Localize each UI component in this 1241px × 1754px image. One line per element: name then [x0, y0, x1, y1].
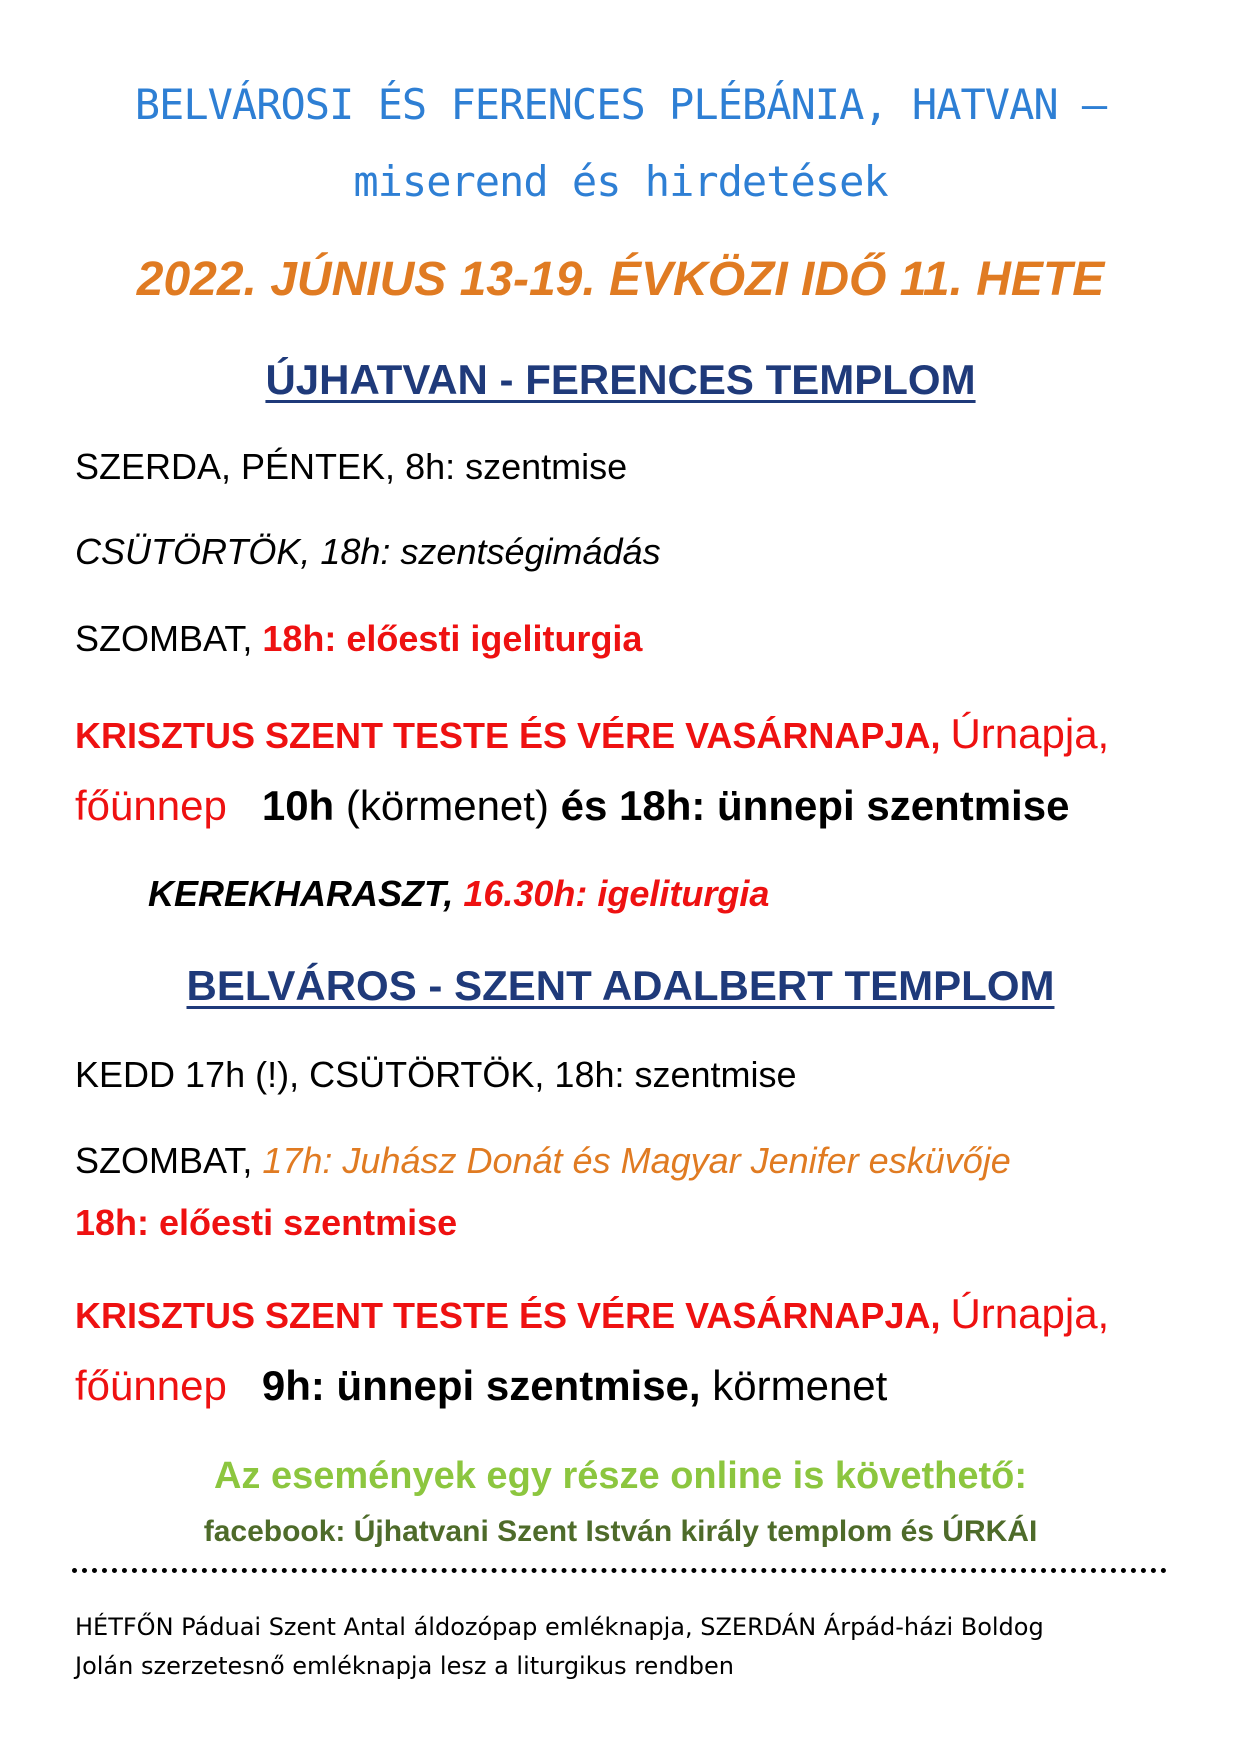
- ujhatvan-feast-schedule: [75, 782, 1069, 830]
- ujhatvan-feast-urnapja: Úrnapja,: [950, 710, 1110, 757]
- belvaros-feast-mass: 9h: ünnepi szentmise,: [261, 1362, 701, 1409]
- belvaros-wedding: 17h: Juhász Donát és Magyar Jenifer esküvője: [262, 1140, 1011, 1181]
- online-notice: Az események egy része online is követhető:: [213, 1455, 1028, 1497]
- memorial-note-line1: HÉTFŐN Páduai Szent Antal áldozópap emléknapja, SZERDÁN Árpád-házi Boldog: [75, 1613, 1044, 1641]
- ujhatvan-saturday-day: SZOMBAT,: [75, 618, 263, 659]
- kerekharaszt-event: 16.30h: igeliturgia: [463, 873, 770, 914]
- belvaros-saturday: [75, 1140, 1011, 1182]
- ujhatvan-time-10h: 10h: [261, 782, 335, 829]
- ujhatvan-saturday-event: 18h: előesti igeliturgia: [262, 618, 643, 659]
- parish-title: BELVÁROSI ÉS FERENCES PLÉBÁNIA, HATVAN –: [134, 80, 1107, 129]
- belvaros-church-title: BELVÁROS - SZENT ADALBERT TEMPLOM: [186, 962, 1055, 1009]
- belvaros-weekday-mass: KEDD 17h (!), CSÜTÖRTÖK, 18h: szentmise: [75, 1054, 797, 1095]
- kerekharaszt-place: KEREKHARASZT,: [148, 873, 464, 914]
- ujhatvan-church-title: ÚJHATVAN - FERENCES TEMPLOM: [265, 356, 976, 403]
- parish-subtitle: miserend és hirdetések: [353, 157, 888, 206]
- facebook-notice: facebook: Újhatvani Szent István király templom és ÚRKÁI: [203, 1515, 1038, 1548]
- belvaros-saturday-day: SZOMBAT,: [75, 1140, 263, 1181]
- ujhatvan-feast-name: KRISZTUS SZENT TESTE ÉS VÉRE VASÁRNAPJA,: [75, 715, 951, 756]
- belvaros-feast-name: KRISZTUS SZENT TESTE ÉS VÉRE VASÁRNAPJA,: [75, 1295, 951, 1336]
- belvaros-feast-schedule: [75, 1362, 887, 1410]
- kerekharaszt-row: [148, 873, 769, 915]
- week-heading: 2022. JÚNIUS 13-19. ÉVKÖZI IDŐ 11. HETE: [136, 253, 1105, 306]
- ujhatvan-feast-mass: és 18h: ünnepi szentmise: [560, 782, 1070, 829]
- ujhatvan-weekday-mass: SZERDA, PÉNTEK, 8h: szentmise: [75, 446, 628, 487]
- ujhatvan-saturday: [75, 618, 642, 660]
- ujhatvan-solemnity: főünnep: [75, 782, 227, 829]
- belvaros-vigil-mass: 18h: előesti szentmise: [75, 1202, 458, 1243]
- belvaros-feast-title: [75, 1290, 1109, 1338]
- ujhatvan-feast-title: [75, 710, 1109, 758]
- dotted-divider: [72, 1568, 1167, 1573]
- ujhatvan-adoration: CSÜTÖRTÖK, 18h: szentségimádás: [75, 531, 661, 572]
- belvaros-feast-urnapja: Úrnapja,: [950, 1290, 1110, 1337]
- ujhatvan-procession: (körmenet): [334, 782, 561, 829]
- belvaros-solemnity: főünnep: [75, 1362, 227, 1409]
- memorial-note-line2: Jolán szerzetesnő emléknapja lesz a liturgikus rendben: [75, 1652, 734, 1680]
- belvaros-procession: körmenet: [700, 1362, 888, 1409]
